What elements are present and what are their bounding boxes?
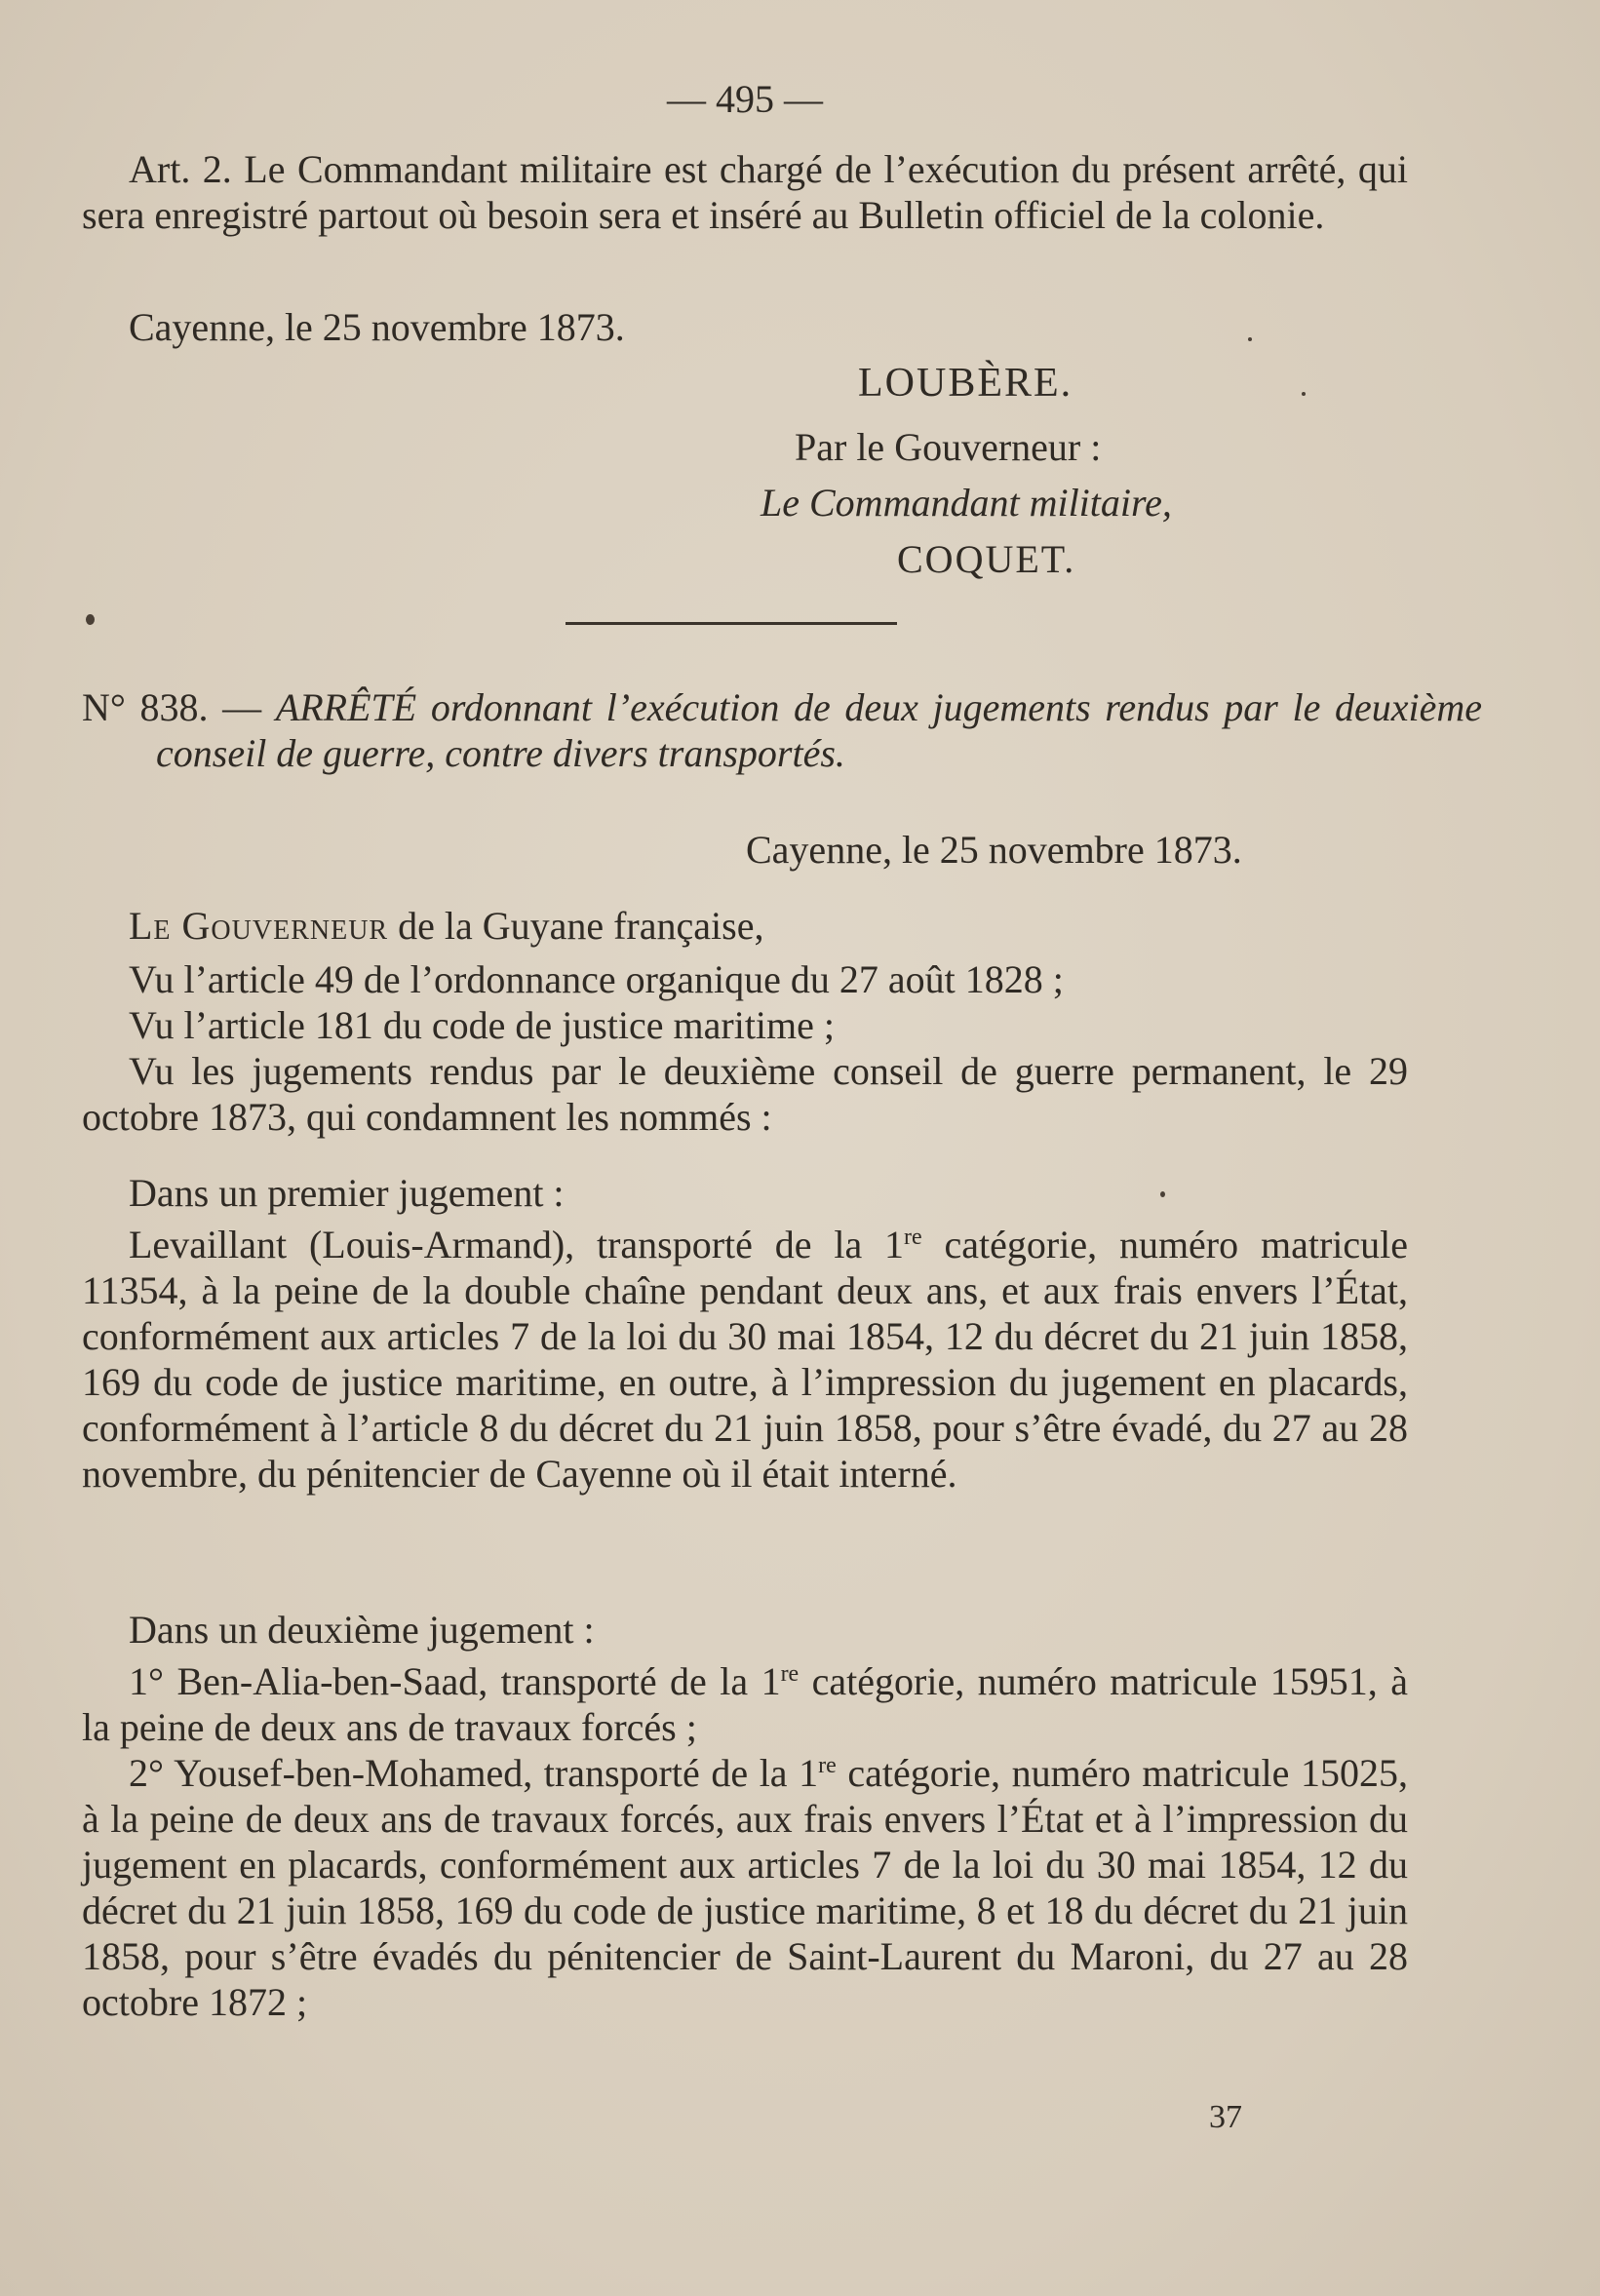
par-le-gouverneur: Par le Gouverneur : bbox=[795, 425, 1102, 469]
premier-sup: re bbox=[904, 1225, 922, 1250]
vu-line-2: Vu l’article 181 du code de justice maritime ; bbox=[129, 1003, 836, 1047]
deuxieme-heading: Dans un deuxième jugement : bbox=[129, 1608, 595, 1652]
arrete-date: Cayenne, le 25 novembre 1873. bbox=[746, 828, 1242, 872]
premier-heading: Dans un premier jugement : bbox=[129, 1171, 565, 1215]
intro-block bbox=[82, 903, 1408, 1140]
arrete-number: N° 838. — bbox=[82, 685, 262, 729]
premier-jugement bbox=[82, 1170, 1408, 1497]
item1-text-b: catégorie, numéro matricule 15951, à la peine de deux ans de travaux forcés ; bbox=[82, 1659, 1408, 1749]
gouverneur-label: Le Gouverneur bbox=[129, 904, 389, 948]
section-divider bbox=[566, 622, 897, 625]
date-line-1: Cayenne, le 25 novembre 1873. bbox=[129, 305, 625, 349]
item1-sup: re bbox=[780, 1661, 800, 1687]
arrete-title: ARRÊTÉ ordonnant l’exécution de deux jugements rendus par le deuxième conseil de guerre, contre divers transportés. bbox=[156, 685, 1483, 775]
premier-text-b: catégorie, numéro matricule 11354, à la peine de la double chaîne pendant deux ans, et aux frais envers l’État, conformément aux articles 7 de la loi du 30 mai 1854, 12 du décret du 21 juin 1858, 169 du code de justice maritime, en outre, à l’impression du jugement en placards, conformément à l’article 8 du décret du 21 juin 1858, pour s’être évadé, du 27 au 28 novembre, du pénitencier de Cayenne où il était interné. bbox=[82, 1223, 1408, 1496]
vu-line-1: Vu l’article 49 de l’ordonnance organique du 27 août 1828 ; bbox=[129, 957, 1064, 1001]
print-speck bbox=[1248, 337, 1252, 341]
deuxieme-jugement bbox=[82, 1607, 1408, 2025]
signature-mark: 37 bbox=[1209, 2099, 1242, 2135]
deuxieme-item-1 bbox=[82, 1658, 1408, 1750]
commandant-militaire: Le Commandant militaire, bbox=[761, 481, 1172, 525]
article-2: Art. 2. Le Commandant militaire est chargé de l’exécution du présent arrêté, qui sera enregistré partout où besoin sera et inséré au Bulletin officiel de la colonie. bbox=[82, 147, 1408, 237]
page-header: — 495 — bbox=[667, 77, 823, 121]
item1-text-a: 1° Ben-Alia-ben-Saad, transporté de la 1 bbox=[129, 1659, 781, 1703]
signature-coquet: COQUET. bbox=[897, 537, 1076, 581]
item2-text-b: catégorie, numéro matricule 15025, à la peine de deux ans de travaux forcés, aux frais envers l’État et à l’impression du jugement en placards, conformément aux articles 7 de la loi du 30 mai 1854, 12 du décret du 21 juin 1858, 169 du code de justice maritime, 8 et 18 du décret du 21 juin 1858, pour s’être évadés du pénitencier de Saint-Laurent du Maroni, du 27 au 28 octobre 1872 ; bbox=[82, 1751, 1408, 2024]
deuxieme-item-2 bbox=[82, 1750, 1408, 2025]
item2-sup: re bbox=[818, 1753, 837, 1778]
print-speck bbox=[86, 614, 95, 625]
print-speck bbox=[1302, 392, 1306, 396]
item2-text-a: 2° Yousef-ben-Mohamed, transporté de la 1 bbox=[129, 1751, 819, 1795]
vu-line-3: Vu les jugements rendus par le deuxième conseil de guerre permanent, le 29 octobre 1873, qui condamnent les nommés : bbox=[82, 1049, 1408, 1139]
gouverneur-rest: de la Guyane française, bbox=[388, 904, 764, 948]
arrete-heading bbox=[82, 684, 1482, 776]
signature-loubere: LOUBÈRE. bbox=[858, 361, 1073, 406]
gouverneur-line bbox=[82, 903, 1408, 949]
premier-text bbox=[82, 1222, 1408, 1497]
premier-text-a: Levaillant (Louis-Armand), transporté de la 1 bbox=[129, 1223, 905, 1266]
print-speck bbox=[1160, 1191, 1165, 1197]
